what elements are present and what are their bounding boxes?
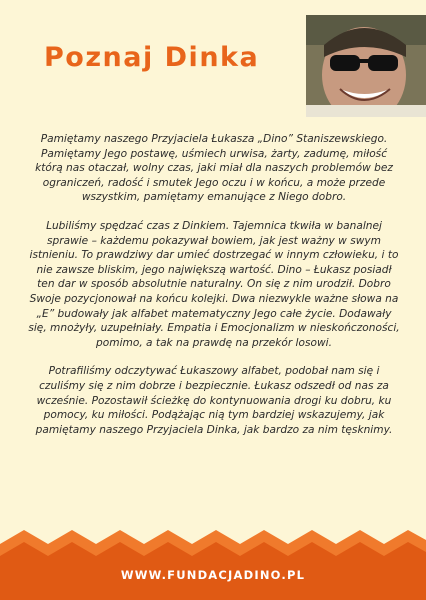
portrait-photo (306, 15, 426, 117)
paragraph-3: Potrafiliśmy odczytywać Łukaszowy alfabet, podobał nam się i czuliśmy się z nim dobrze i bezpiecznie. Łukasz odszedł od nas za wcześnie. Pozostawił ścieżkę do kontynuowania drogi ku dobru, ku pomocy, ku miłości. Podążając nią tym bardziej wskazujemy, jak pamiętamy naszego Przyjaciela Dinka, jak bardzo za nim tęsknimy. (35, 365, 393, 436)
person-photo-icon (306, 15, 426, 117)
paragraph-2: Lubiliśmy spędzać czas z Dinkiem. Tajemnica tkwiła w banalnej sprawie – każdemu pokazywał bowiem, jak jest ważny w swym istnieniu. To prawdziwy dar umieć dostrzegać w innym człowieku, i to nie zawsze bliskim, jego największą wartość. Dino – Łukasz posiadł ten dar w sposób absolutnie naturalny. On się z nim urodził. Dobro Swoje pozycjonował na końcu kolejki. Dwa niezwykle ważne słowa na „E” budowały jak alfabet matematyczny Jego całe życie. Dodawały się, mnożyły, uzupełniały. Empatia i Emocjonalizm w nieskończoności, pomimo, a tak na prawdę na przekór losowi. (28, 219, 400, 349)
paragraph-1: Pamiętamy naszego Przyjaciela Łukasza „Dino” Staniszewskiego. Pamiętamy Jego postawę, uśmiech urwisa, żarty, zadumę, miłość którą nas otaczał, wolny czas, jaki miał dla naszych problemów bez ograniczeń, radość i smutek Jego oczu i w końcu, a może przede wszystkim, pamiętamy emanujące z Niego dobro. (35, 133, 393, 204)
article-body (28, 132, 400, 451)
footer-banner (0, 530, 426, 600)
website-link[interactable]: WWW.FUNDACJADINO.PL (120, 568, 306, 582)
page-title: Poznaj Dinka (44, 42, 260, 73)
zigzag-banner-graphic (0, 530, 426, 600)
